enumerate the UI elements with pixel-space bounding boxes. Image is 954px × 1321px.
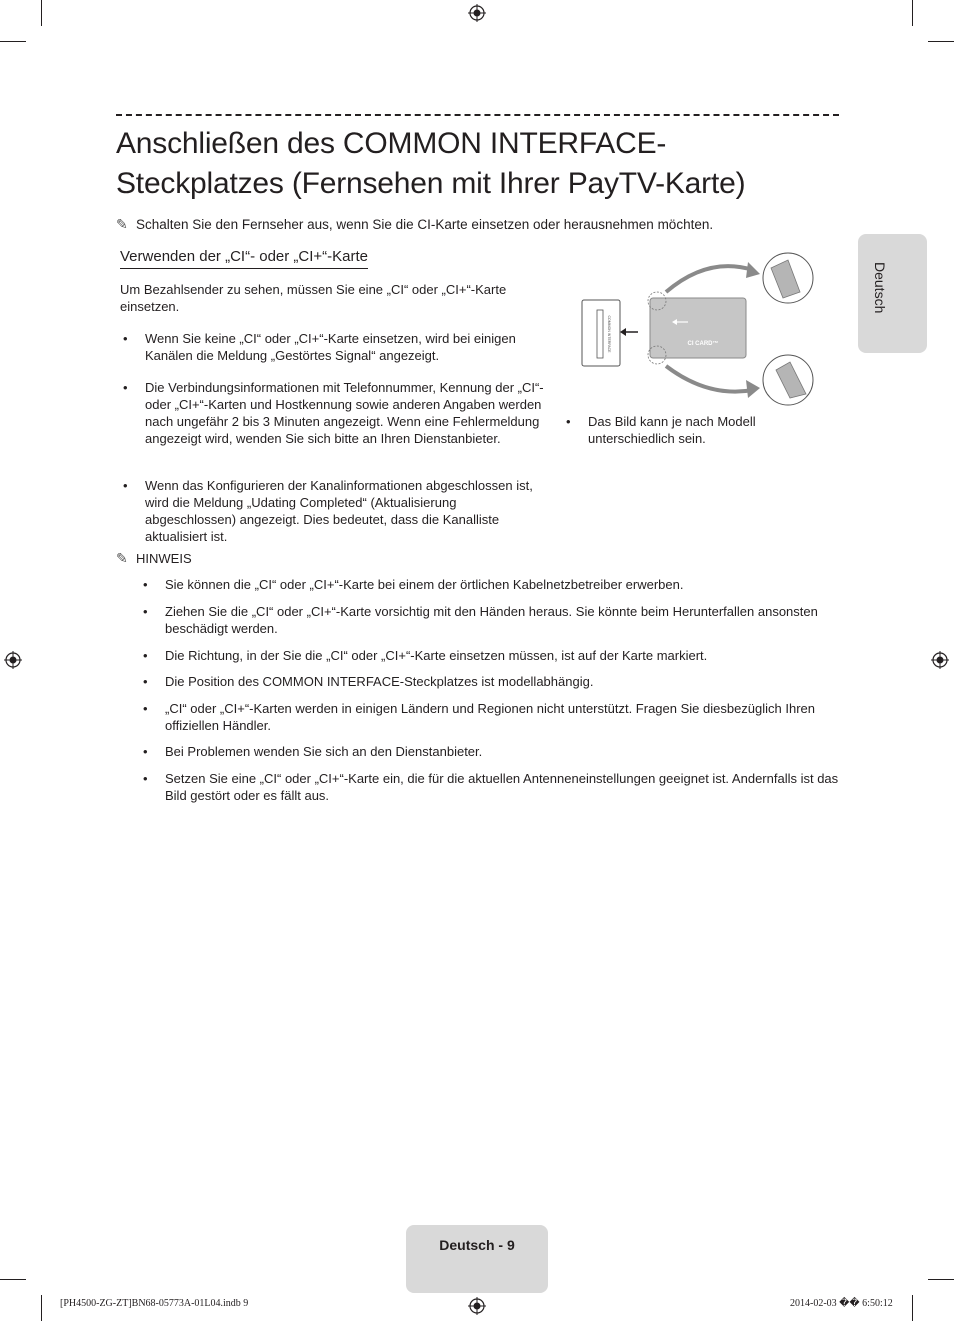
language-side-tab-label: Deutsch <box>872 262 888 314</box>
page-number-tab <box>406 1225 548 1293</box>
list-item-text: Sie können die „CI“ oder „CI+“-Karte bei einem der örtlichen Kabelnetzbetreiber erwerben. <box>165 577 684 592</box>
bullet-icon: • <box>566 414 571 429</box>
list-item <box>140 603 840 639</box>
top-note-text: Schalten Sie den Fernseher aus, wenn Sie die CI-Karte einsetzen oder herausnehmen möchten. <box>136 217 714 232</box>
crop-mark <box>0 1279 26 1280</box>
bullet-icon: • <box>143 771 148 786</box>
registration-mark-icon <box>931 651 949 669</box>
footer-timestamp: 2014-02-03 �� 6:50:12 <box>790 1298 893 1309</box>
list-item <box>140 673 840 691</box>
list-item-text: Ziehen Sie die „CI“ oder „CI+“-Karte vorsichtig mit den Händen heraus. Sie könnte beim Herunterfallen ansonsten beschädigt werden. <box>165 604 818 636</box>
section-heading: Verwenden der „CI“- oder „CI+“-Karte <box>120 247 368 269</box>
bullet-icon: • <box>143 648 148 663</box>
hint-heading <box>116 549 192 568</box>
language-side-tab <box>858 234 927 353</box>
title-divider <box>116 114 839 116</box>
crop-mark <box>0 41 26 42</box>
bullet-icon: • <box>143 744 148 759</box>
list-item-text: Bei Problemen wenden Sie sich an den Dienstanbieter. <box>165 744 483 759</box>
crop-mark <box>928 41 954 42</box>
bullet-icon: • <box>123 478 128 493</box>
slot-label: COMMON INTERFACE <box>607 315 611 353</box>
list-item <box>120 477 550 547</box>
hint-heading-text: HINWEIS <box>136 551 192 566</box>
card-label: CI CARD™ <box>687 341 719 347</box>
bullet-icon: • <box>143 604 148 619</box>
bullet-icon: • <box>123 331 128 346</box>
top-note <box>116 214 713 235</box>
crop-mark <box>928 1279 954 1280</box>
bullet-icon: • <box>123 380 128 395</box>
ci-card <box>650 298 746 358</box>
intro-paragraph: Um Bezahlsender zu sehen, müssen Sie eine „CI“ oder „CI+“-Karte einsetzen. <box>120 282 507 314</box>
registration-mark-icon <box>468 4 486 22</box>
bullet-icon: • <box>143 577 148 592</box>
page-number-label: Deutsch - 9 <box>439 1237 515 1253</box>
crop-mark <box>41 0 42 26</box>
crop-mark <box>912 0 913 26</box>
list-item-text: Die Position des COMMON INTERFACE-Steckplatzes ist modellabhängig. <box>165 674 594 689</box>
list-item-text: „CI“ oder „CI+“-Karten werden in einigen Ländern und Regionen nicht unterstützt. Fragen Sie diesbezüglich Ihren offiziellen Händler. <box>165 701 816 733</box>
pencil-note-icon: ✎ <box>116 550 128 566</box>
crop-mark <box>41 1295 42 1321</box>
list-item-text: Wenn das Konfigurieren der Kanalinformationen abgeschlossen ist, wird die Meldung „Udating Completed“ (Aktualisierung abgeschlossen) angezeigt. Dies bedeutet, dass die Kanalliste aktualisiert ist. <box>145 478 533 544</box>
footer-file-info: [PH4500-ZG-ZT]BN68-05773A-01L04.indb 9 <box>60 1298 249 1309</box>
title-line-2: Steckplatzes (Fernsehen mit Ihrer PayTV-Karte) <box>116 167 746 200</box>
list-item-text: Setzen Sie eine „CI“ oder „CI+“-Karte ein, die für die aktuellen Antenneneinstellungen geeignet ist. Andernfalls ist das Bild gestört oder es fällt aus. <box>165 771 839 803</box>
list-item <box>120 379 550 465</box>
list-item <box>140 647 840 665</box>
bullet-icon: • <box>143 674 148 689</box>
list-item-text: Die Verbindungsinformationen mit Telefonnummer, Kennung der „CI“- oder „CI+“-Karten und Hostkennung sowie anderen Angaben werden nach ungefähr 2 bis 3 Minuten angezeigt. Wenn eine Fehlermeldung angezeigt wird, wenden Sie sich bitte an Ihren Dienstanbieter. <box>145 380 544 446</box>
title-line-1: Anschließen des COMMON INTERFACE- <box>116 127 667 160</box>
bullet-icon: • <box>143 701 148 716</box>
pencil-note-icon: ✎ <box>116 216 128 232</box>
registration-mark-icon <box>468 1297 486 1315</box>
list-item-text: Die Richtung, in der Sie die „CI“ oder „CI+“-Karte einsetzen müssen, ist auf der Karte markiert. <box>165 648 708 663</box>
list-item <box>140 700 840 736</box>
illustration-note-text: Das Bild kann je nach Modell unterschiedlich sein. <box>588 414 756 446</box>
list-item-text: Wenn Sie keine „CI“ oder „CI+“-Karte einsetzen, wird bei einigen Kanälen die Meldung „Gestörtes Signal“ angezeigt. <box>145 331 516 363</box>
ci-card-illustration <box>578 248 818 408</box>
list-item <box>140 770 840 806</box>
crop-mark <box>912 1295 913 1321</box>
list-item <box>120 330 550 366</box>
page-title <box>116 124 856 204</box>
registration-mark-icon <box>4 651 22 669</box>
list-item <box>140 576 840 594</box>
list-item <box>140 743 840 761</box>
